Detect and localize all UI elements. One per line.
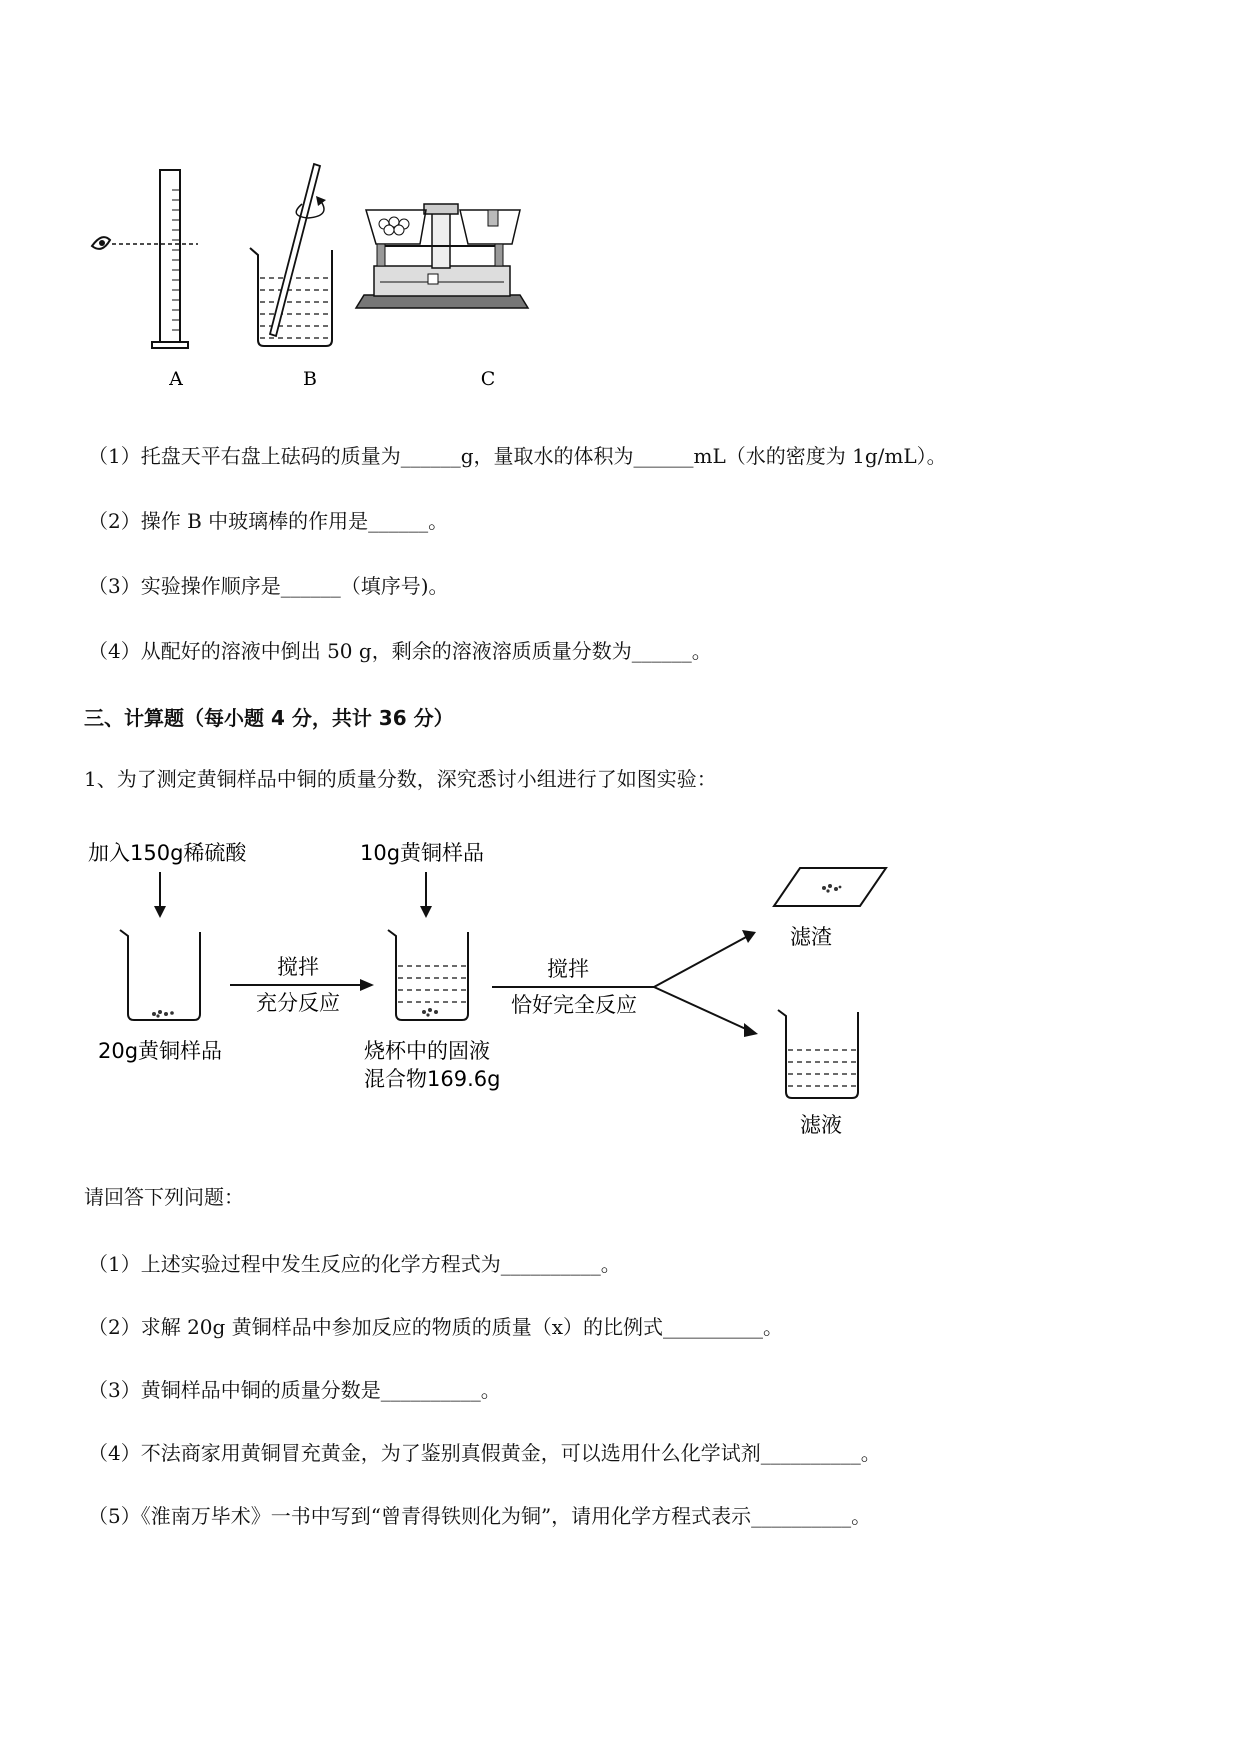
question-1-2: （2）操作 B 中玻璃棒的作用是______。 bbox=[88, 509, 449, 533]
residue-label: 滤渣 bbox=[790, 925, 832, 949]
section-title: 三、计算题（每小题 4 分，共计 36 分） bbox=[84, 706, 454, 730]
beaker-with-stirring-rod-icon bbox=[250, 164, 332, 346]
graduated-cylinder-icon bbox=[152, 170, 188, 348]
question-1-1: （1）托盘天平右盘上砝码的质量为______g，量取水的体积为______mL（水的密度为 1g/mL）。 bbox=[88, 444, 947, 468]
problem-question-4: （4）不法商家用黄铜冒充黄金，为了鉴别真假黄金，可以选用什么化学试剂__________。 bbox=[88, 1441, 881, 1465]
eye-icon bbox=[92, 237, 110, 249]
problem-question-3: （3）黄铜样品中铜的质量分数是__________。 bbox=[88, 1378, 501, 1402]
beaker-1-label: 20g黄铜样品 bbox=[98, 1039, 223, 1063]
down-arrow-icon bbox=[420, 906, 432, 918]
experiment-flow-diagram bbox=[84, 826, 924, 1156]
balance-scale-icon bbox=[356, 204, 528, 308]
beaker-2-label-line-1: 烧杯中的固液 bbox=[364, 1039, 490, 1063]
down-arrow-icon bbox=[154, 906, 166, 918]
down-right-arrow-icon bbox=[744, 1023, 758, 1037]
question-1-4: （4）从配好的溶液中倒出 50 g，剩余的溶液溶质质量分数为______。 bbox=[88, 639, 712, 663]
filtrate-beaker-icon bbox=[778, 1010, 858, 1098]
arrow-2-bottom-label: 恰好完全反应 bbox=[511, 993, 637, 1017]
label-b: B bbox=[303, 368, 317, 390]
add-acid-label: 加入150g稀硫酸 bbox=[88, 841, 247, 865]
right-arrow-icon bbox=[360, 979, 374, 991]
up-right-arrow-icon bbox=[742, 930, 756, 943]
problem-question-5: （5）《淮南万毕术》一书中写到“曾青得铁则化为铜”，请用化学方程式表示__________。 bbox=[88, 1504, 872, 1528]
beaker-1-icon bbox=[120, 930, 200, 1020]
problem-question-2: （2）求解 20g 黄铜样品中参加反应的物质的质量（x）的比例式__________。 bbox=[88, 1315, 783, 1339]
arrow-1-bottom-label: 充分反应 bbox=[256, 991, 340, 1015]
beaker-2-label-line-2: 混合物169.6g bbox=[364, 1067, 501, 1091]
problem-prompt: 请回答下列问题： bbox=[84, 1185, 244, 1209]
problem-question-1: （1）上述实验过程中发生反应的化学方程式为__________。 bbox=[88, 1252, 621, 1276]
apparatus-figure bbox=[80, 160, 600, 400]
add-sample-label: 10g黄铜样品 bbox=[360, 841, 485, 865]
problem-intro: 1、为了测定黄铜样品中铜的质量分数，深究悉讨小组进行了如图实验： bbox=[84, 767, 717, 791]
arrow-1-top-label: 搅拌 bbox=[277, 955, 319, 979]
filtrate-label: 滤液 bbox=[800, 1113, 842, 1137]
beaker-2-icon bbox=[388, 930, 468, 1020]
filter-paper-residue-icon bbox=[774, 868, 886, 906]
question-1-3: （3）实验操作顺序是______（填序号)。 bbox=[88, 574, 449, 598]
arrow-2-top-label: 搅拌 bbox=[547, 957, 589, 981]
label-c: C bbox=[480, 368, 496, 390]
label-a: A bbox=[169, 368, 183, 390]
